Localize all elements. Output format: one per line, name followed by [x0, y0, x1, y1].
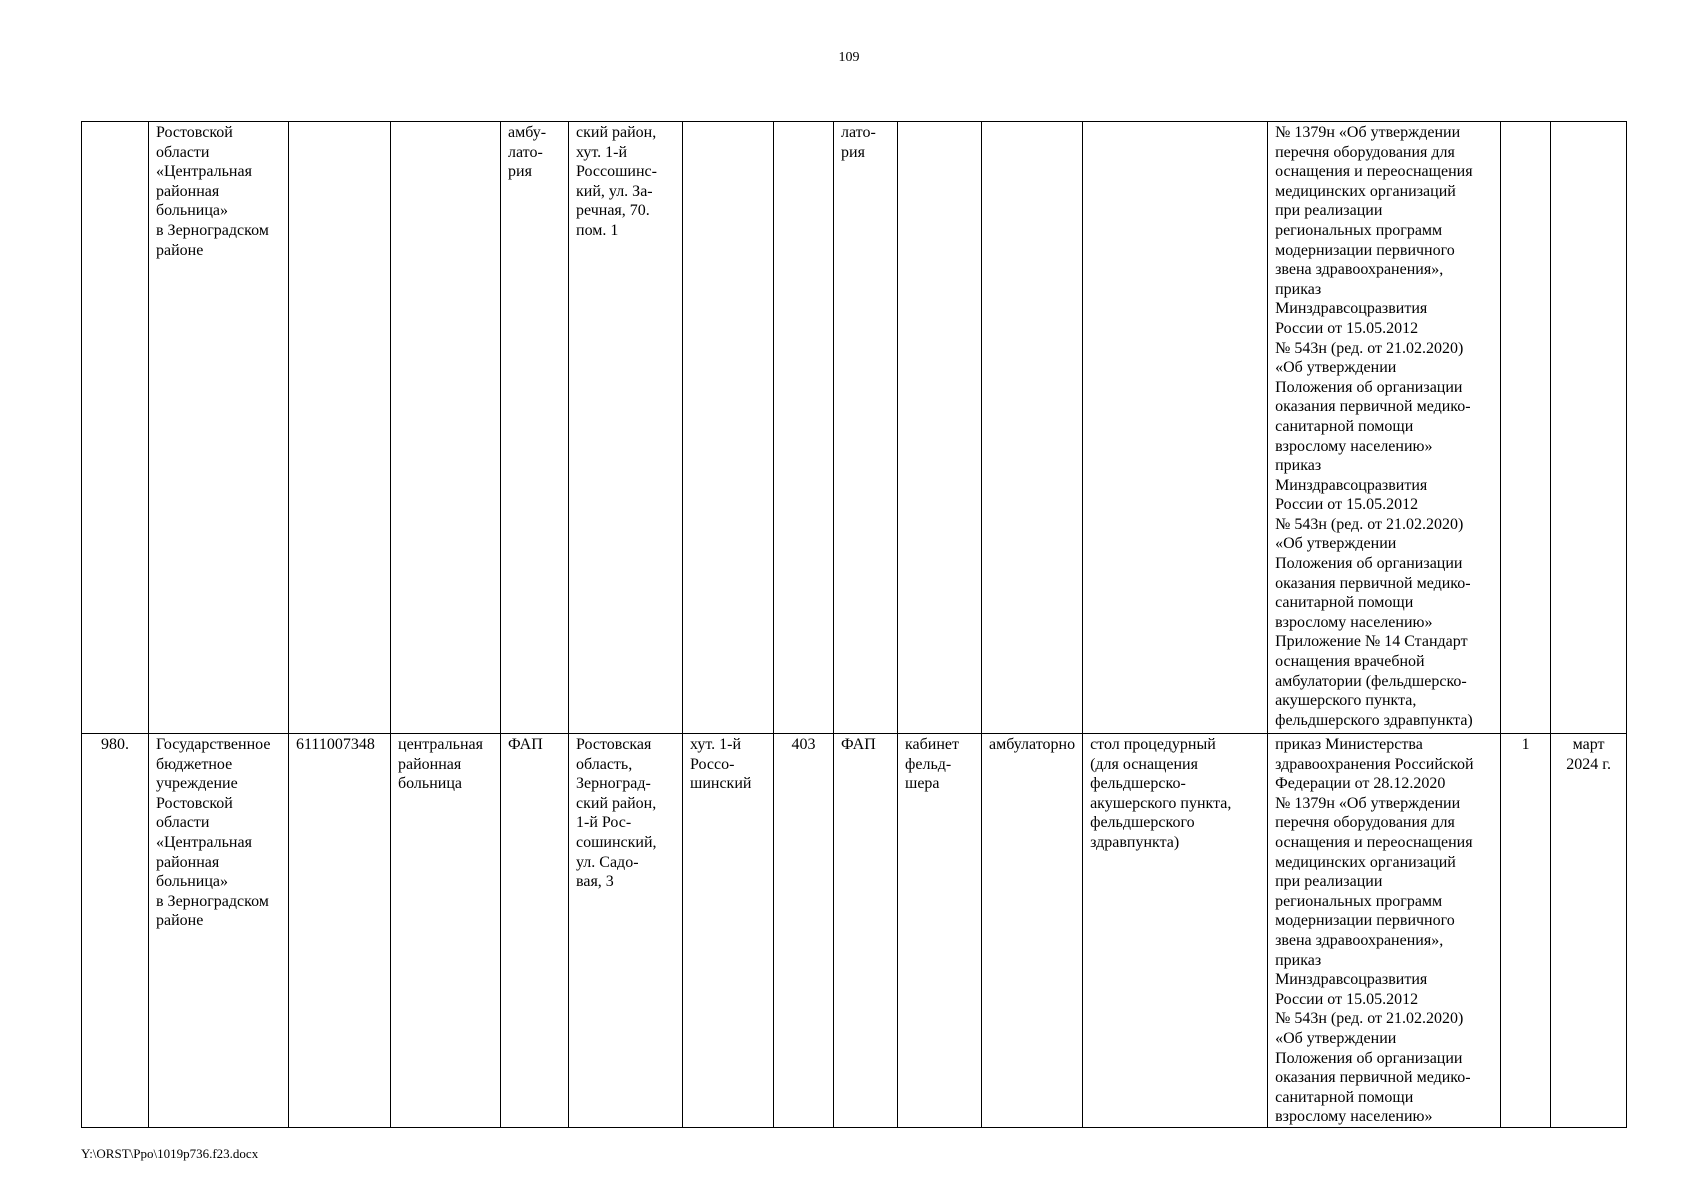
- row-number-cell: [82, 122, 149, 734]
- equipment-cell: [1083, 122, 1268, 734]
- quantity-cell: [1501, 122, 1551, 734]
- locality-cell: хут. 1-й Россо- шинский: [683, 734, 774, 1128]
- address-cell: Ростовская область, Зерноград- ский район, 1-й Рос- сошинский, ул. Садо- вая, 3: [569, 734, 683, 1128]
- equipment-cell: стол процедурный (для оснащения фельдшерско- акушерского пункта, фельдшерского здравпункта): [1083, 734, 1268, 1128]
- date-cell: март 2024 г.: [1551, 734, 1627, 1128]
- room-cell: [898, 122, 982, 734]
- unit-type-cell: амбу- лато- рия: [501, 122, 569, 734]
- organization-cell: Ростовской области «Центральная районная больница» в Зерноградском районе: [149, 122, 289, 734]
- room-cell: кабинет фельд- шера: [898, 734, 982, 1128]
- table-row: [82, 122, 1627, 734]
- row-number-cell: 980.: [82, 734, 149, 1128]
- org-type-cell: [391, 122, 501, 734]
- table-row: [82, 734, 1627, 1128]
- locality-cell: [683, 122, 774, 734]
- basis-cell: приказ Министерства здравоохранения Российской Федерации от 28.12.2020 № 1379н «Об утверждении перечня оборудования для оснащения и переоснащения медицинских организаций при реализации региональных программ модернизации первичного звена здравоохранения», приказ Минздравсоцразвития России от 15.05.2012 № 543н (ред. от 21.02.2020) «Об утверждении Положения об организации оказания первичной медико- санитарной помощи взрослому населению»: [1268, 734, 1501, 1128]
- inn-cell: 6111007348: [289, 734, 391, 1128]
- unit-type-cell: ФАП: [501, 734, 569, 1128]
- address-cell: ский район, хут. 1-й Россошинс- кий, ул. За- речная, 70. пом. 1: [569, 122, 683, 734]
- care-type-cell: [982, 122, 1083, 734]
- care-type-cell: амбулаторно: [982, 734, 1083, 1128]
- footer-file-path: Y:\ORST\Ppo\1019p736.f23.docx: [81, 1146, 259, 1161]
- quantity-cell: 1: [1501, 734, 1551, 1128]
- page-number: 109: [838, 50, 860, 65]
- date-cell: [1551, 122, 1627, 734]
- unit-type2-cell: ФАП: [834, 734, 898, 1128]
- org-type-cell: центральная районная больница: [391, 734, 501, 1128]
- code-cell: 403: [774, 734, 834, 1128]
- code-cell: [774, 122, 834, 734]
- basis-cell: № 1379н «Об утверждении перечня оборудования для оснащения и переоснащения медицинских организаций при реализации региональных программ модернизации первичного звена здравоохранения», приказ Минздравсоцразвития России от 15.05.2012 № 543н (ред. от 21.02.2020) «Об утверждении Положения об организации оказания первичной медико- санитарной помощи взрослому населению» приказ Минздравсоцразвития России от 15.05.2012 № 543н (ред. от 21.02.2020) «Об утверждении Положения об организации оказания первичной медико- санитарной помощи взрослому населению» Приложение № 14 Стандарт оснащения врачебной амбулатории (фельдшерско- акушерского пункта, фельдшерского здравпункта): [1268, 122, 1501, 734]
- organization-cell: Государственное бюджетное учреждение Ростовской области «Центральная районная больница» в Зерноградском районе: [149, 734, 289, 1128]
- inn-cell: [289, 122, 391, 734]
- unit-type2-cell: лато- рия: [834, 122, 898, 734]
- equipment-table: [81, 121, 1627, 1128]
